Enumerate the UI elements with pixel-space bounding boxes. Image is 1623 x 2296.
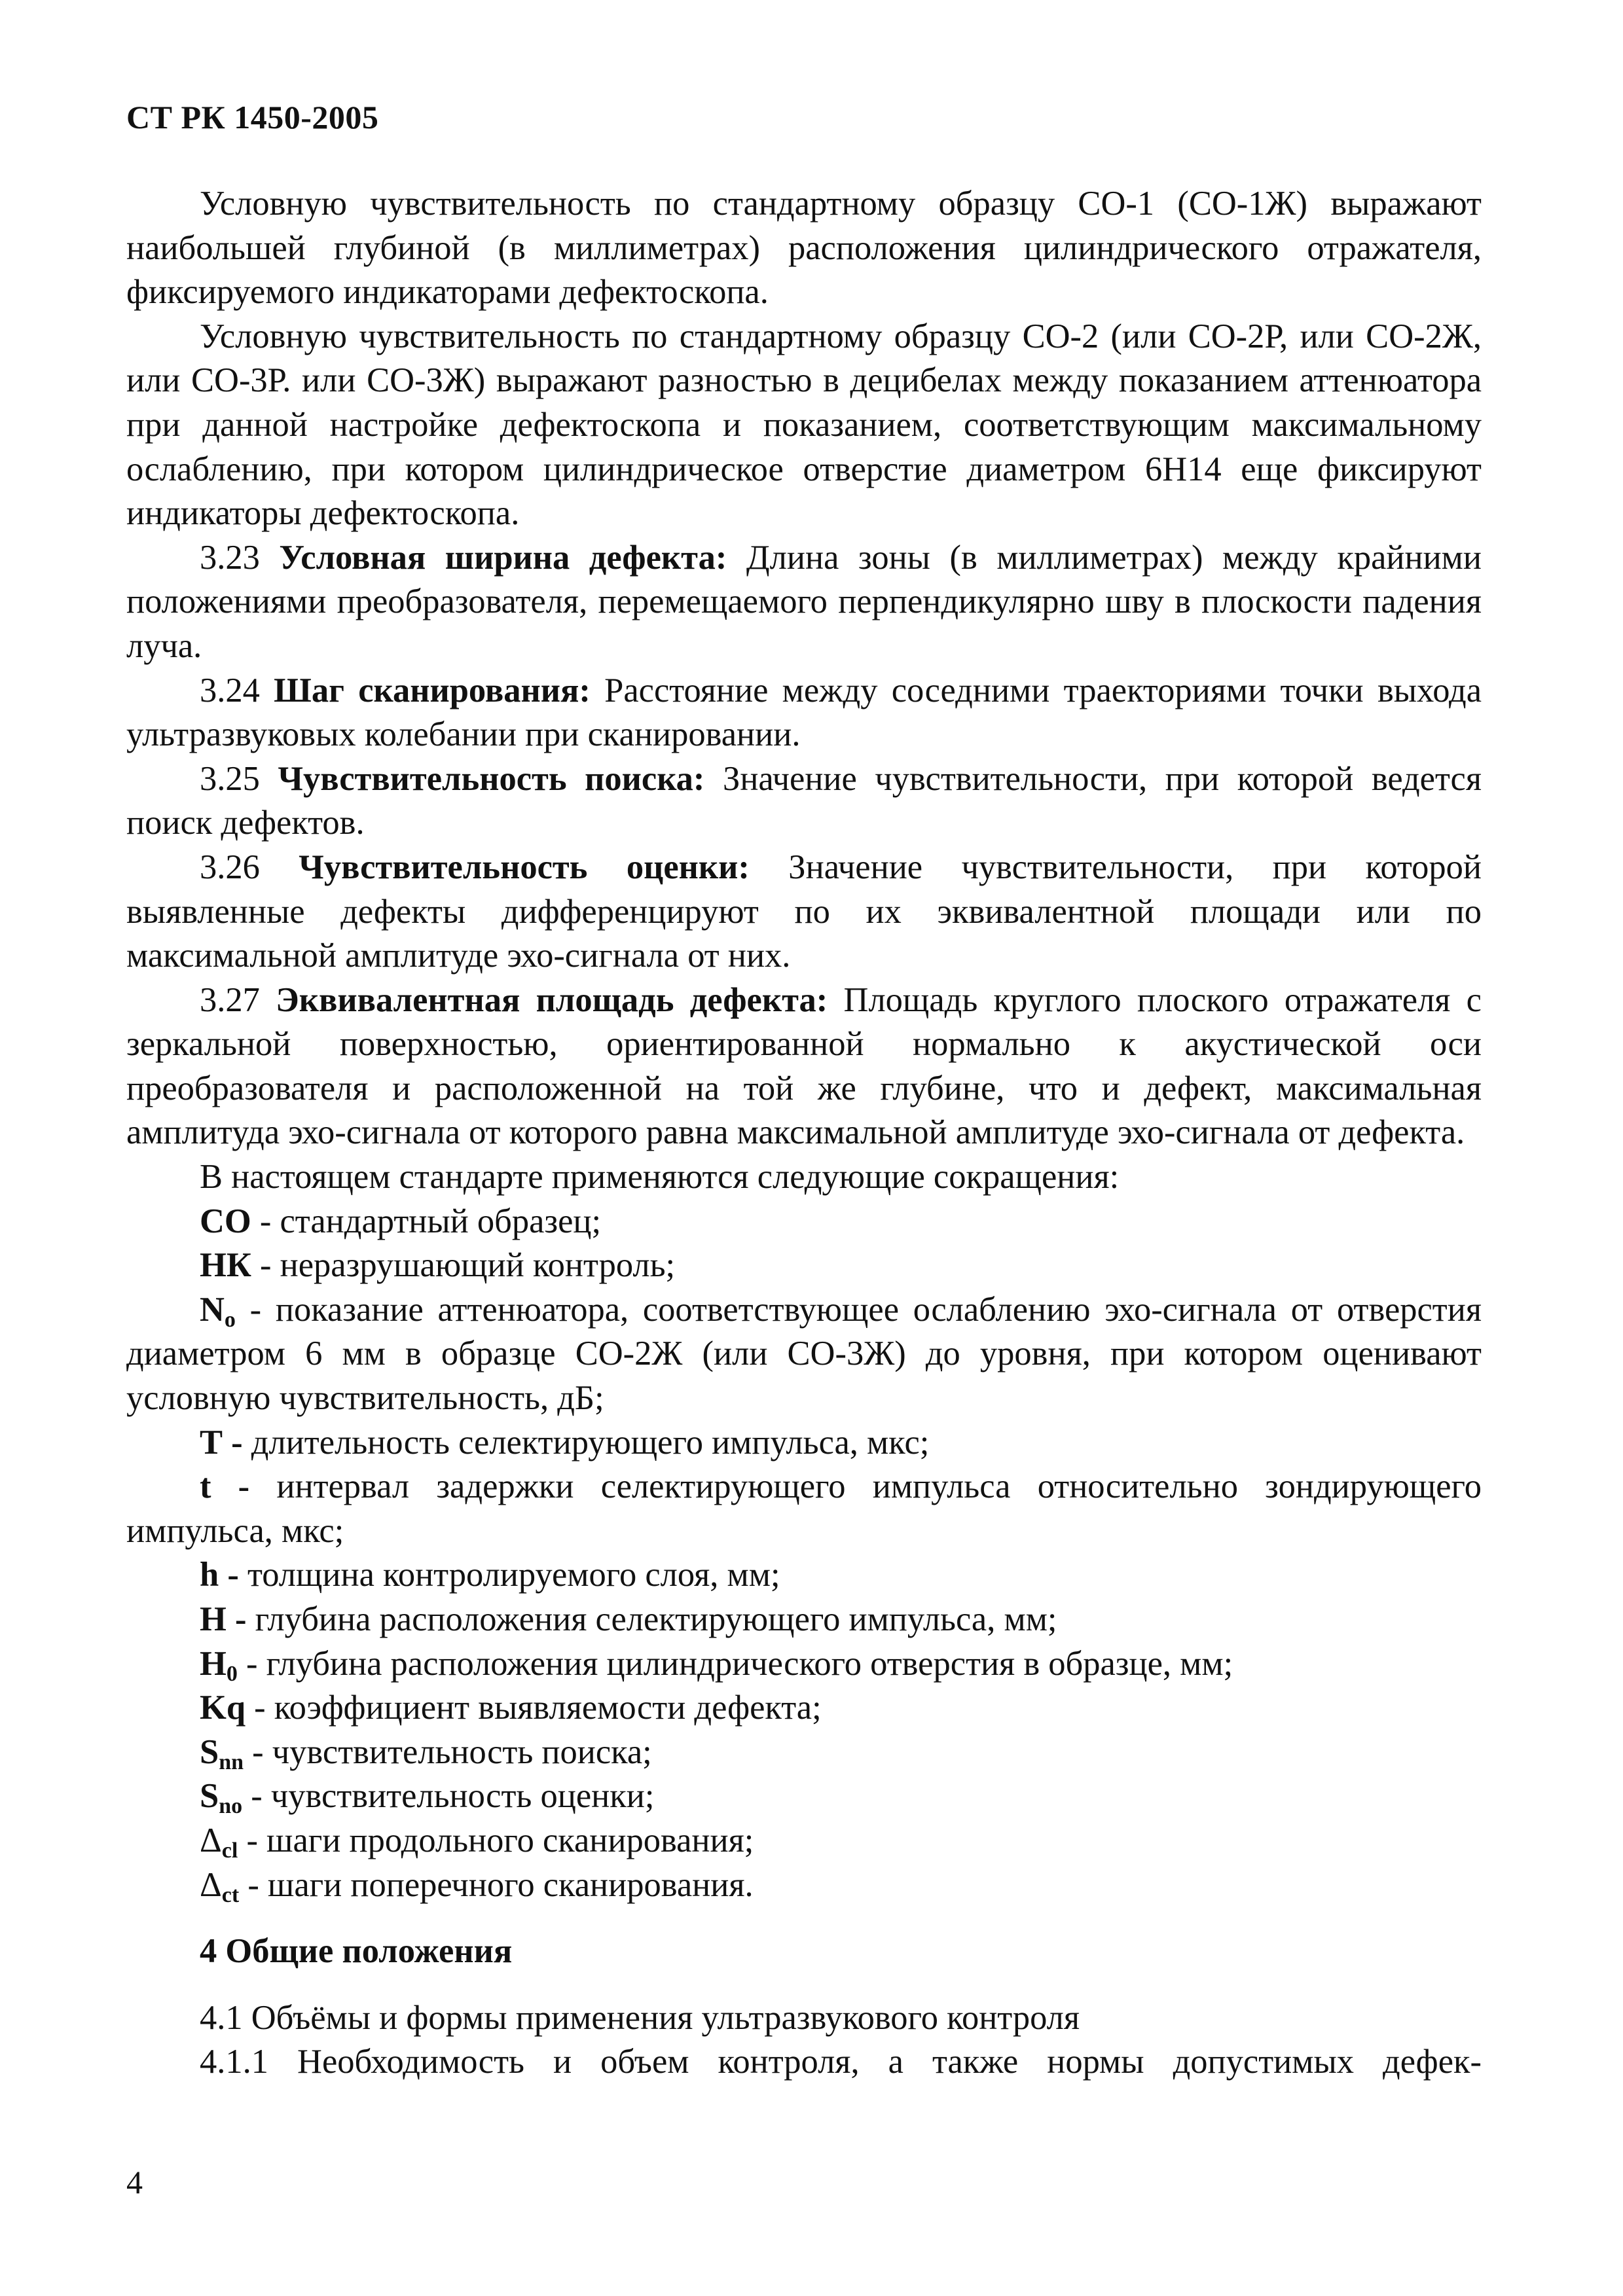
paragraph-co2: Условную чувствительность по стандартному образцу СО-2 (или СО-2Р, или СО-2Ж, или СО-3Р. или СО-3Ж) выражают разностью в децибелах между показанием аттенюатора при данной настройке дефектоскопа и показанием, соответствующим максимальному ослаблению, при котором цилиндрическое отверстие диаметром 6Н14 еще фиксируют индикаторы дефектоскопа. — [126, 317, 1482, 533]
abbreviations-intro: В настоящем стандарте применяются следующие сокращения: — [200, 1158, 1120, 1196]
document-header: СТ РК 1450-2005 — [126, 99, 379, 135]
abbreviation-item: $N_o$ - показание аттенюатора, соответствующее ослаблению эхо-сигнала от отверстия диаметром 6 мм в образце СО-2Ж (или СО-3Ж) до уровня, при котором оценивают условную чувствительность, дБ; — [126, 1290, 1482, 1418]
page-number: 4 — [126, 2164, 143, 2200]
abbreviation-item: H - глубина расположения селектирующего импульса, мм; — [200, 1600, 1057, 1638]
definition-3-24: 3.24 Шаг сканирования: Расстояние между соседними траекториями точки выхода ультразвуковых колебании при сканировании. — [126, 671, 1482, 754]
abbreviation-item: h - толщина контролируемого слоя, мм; — [200, 1556, 780, 1594]
abbreviation-item: $\Delta_{cl}$ - шаги продольного сканирования; — [200, 1821, 754, 1863]
paragraph-co1: Условную чувствительность по стандартному образцу СО-1 (СО-1Ж) выражают наибольшей глубиной (в миллиметрах) расположения цилиндрического отражателя, фиксируемого индикаторами дефектоскопа. — [126, 185, 1482, 312]
subsection-4-1: 4.1 Объёмы и формы применения ультразвукового контроля — [200, 1998, 1080, 2037]
subsection-4-1-1: 4.1.1 Необходимость и объем контроля, а также нормы допустимых дефек- — [200, 2043, 1482, 2081]
abbreviation-item: t - интервал задержки селектирующего импульса относительно зондирующего импульса, мкс; — [126, 1467, 1482, 1550]
definition-3-27: 3.27 Эквивалентная площадь дефекта: Площадь круглого плоского отражателя с зеркальной поверхностью, ориентированной нормально к акустической оси преобразователя и расположенной на той же глубине, что и дефект, максимальная амплитуда эхо-сигнала от которого равна максимальной амплитуде эхо-сигнала от дефекта. — [126, 980, 1482, 1152]
definition-3-26: 3.26 Чувствительность оценки: Значение чувствительности, при которой выявленные дефекты дифференцируют по их эквивалентной площади или по максимальной амплитуде эхо-сигнала от них. — [126, 848, 1482, 975]
abbreviation-item: $S_{nn}$ - чувствительность поиска; — [200, 1732, 652, 1774]
abbreviation-item: Kq - коэффициент выявляемости дефекта; — [200, 1689, 822, 1727]
abbreviation-item: $H_0$ - глубина расположения цилиндрического отверстия в образце, мм; — [200, 1644, 1233, 1686]
definition-3-23: 3.23 Условная ширина дефекта: Длина зоны (в миллиметрах) между крайними положениями преобразователя, перемещаемого перпендикулярно шву в плоскости падения луча. — [126, 538, 1482, 665]
abbreviation-item: НК - неразрушающий контроль; — [200, 1246, 676, 1285]
document-body — [126, 182, 1482, 2085]
abbreviation-item: $S_{no}$ - чувствительность оценки; — [200, 1777, 655, 1819]
definition-3-25: 3.25 Чувствительность поиска: Значение чувствительности, при которой ведется поиск дефектов. — [126, 759, 1482, 842]
abbreviation-item: Т - длительность селектирующего импульса, мкс; — [200, 1423, 930, 1462]
abbreviation-item: $\Delta_{ct}$ - шаги поперечного сканирования. — [200, 1865, 754, 1907]
section-title: 4 Общие положения — [200, 1932, 513, 1971]
abbreviation-item: СО - стандартный образец; — [200, 1202, 602, 1240]
